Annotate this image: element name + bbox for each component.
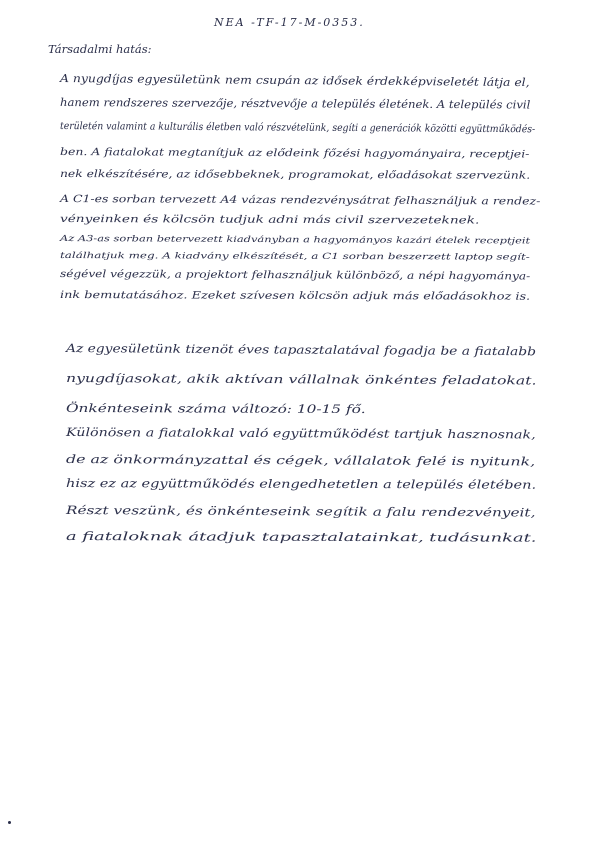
paragraph-4-line-2: nyugdíjasokat, akik aktívan vállalnak önkéntes feladatokat.: [65, 371, 537, 388]
paragraph-4-line-7: Részt veszünk, és önkénteseink segítik a falu rendezvényeit,: [65, 503, 536, 520]
paragraph-4-line-3: Önkénteseink száma változó: 10-15 fő.: [65, 401, 366, 417]
ink-dot-mark: [8, 821, 11, 824]
paragraph-4-line-5: de az önkormányzattal és cégek, vállalatok felé is nyitunk,: [65, 452, 536, 469]
paragraph-2-line-1: A C1-es sorban tervezett A4 vázas rendezvénysátrat felhasználjuk a rendez-: [59, 194, 541, 208]
paragraph-1-line-2: hanem rendszeres szervezője, résztvevője a település életének. A település civil: [59, 96, 531, 112]
paragraph-3-line-4: ink bemutatásához. Ezeket szívesen kölcsön adjuk más előadásokhoz is.: [59, 290, 531, 303]
paragraph-3-line-3: ségével végezzük, a projektort felhasználjuk különböző, a népi hagyománya-: [59, 269, 531, 283]
paragraph-2-line-2: vényeinken és kölcsön tudjuk adni más civil szervezeteknek.: [59, 214, 480, 227]
paragraph-1-line-4: ben. A fiatalokat megtanítjuk az elődeink főzési hagyományaira, receptjei-: [59, 147, 530, 161]
paragraph-4-line-6: hisz ez az együttműködés elengedhetetlen a település életében.: [65, 476, 537, 492]
paragraph-4-line-4: Különösen a fiatalokkal való együttműködést tartjuk hasznosnak,: [65, 425, 536, 442]
paragraph-3-line-2: találhatjuk meg. A kiadvány elkészítését, a C1 sorban beszerzett laptop segít-: [59, 250, 530, 262]
paragraph-1-line-5: nek elkészítésére, az idősebbeknek, programokat, előadásokat szervezünk.: [59, 169, 531, 182]
section-heading: Társadalmi hatás:: [48, 42, 152, 56]
reference-code: NEA -TF-17-M-0353.: [214, 16, 365, 29]
paragraph-4-line-1: Az egyesületünk tizenöt éves tapasztalatával fogadja be a fiatalabb: [65, 341, 537, 359]
paragraph-1-line-1: A nyugdíjas egyesületünk nem csupán az idősek érdekképviseletét látja el,: [59, 72, 530, 90]
paragraph-4-line-8: a fiataloknak átadjuk tapasztalatainkat, tudásunkat.: [65, 529, 537, 545]
paragraph-3-line-1: Az A3-as sorban betervezett kiadványban a hagyományos kazári ételek receptjeit: [59, 233, 531, 246]
paragraph-1-line-3: területén valamint a kulturális életben való részvételünk, segíti a generációk közötti együttműködés-: [59, 121, 536, 136]
